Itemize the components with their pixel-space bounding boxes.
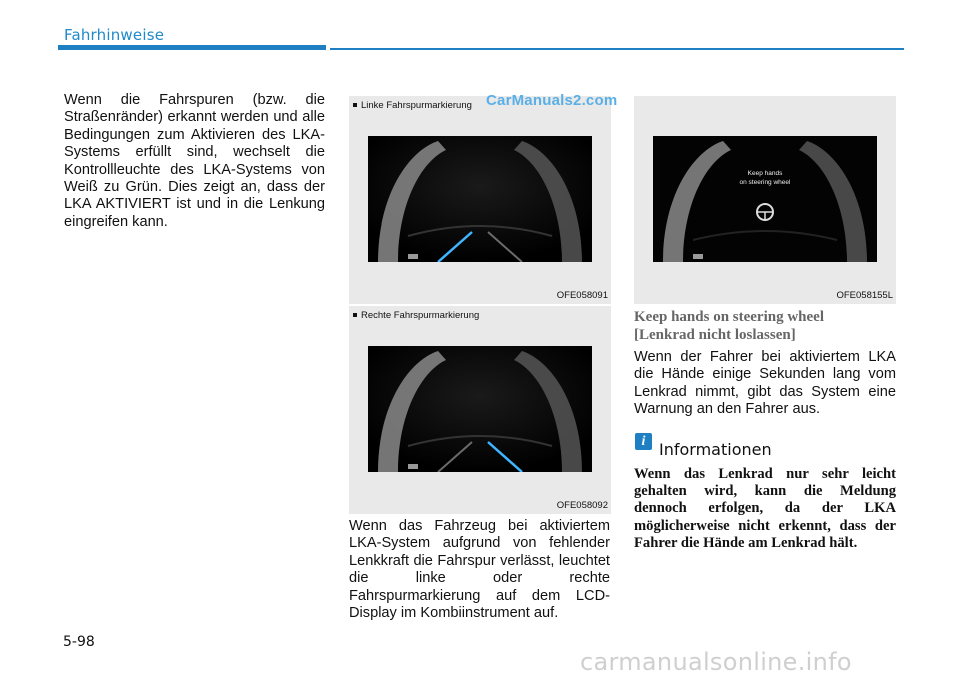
- keep-hands-heading: [634, 308, 896, 344]
- page-number: 5-98: [63, 634, 95, 650]
- cluster-screen: [368, 346, 592, 472]
- figure-code: OFE058092: [556, 500, 608, 511]
- info-icon: i: [635, 433, 652, 450]
- keep-hands-paragraph: Wenn der Fahrer bei aktiviertem LKA die Hände einige Sekunden lang vom Lenkrad nimmt, gibt das System eine Warnung an den Fahrer aus.: [634, 349, 896, 418]
- section-title: Fahrhinweise: [64, 26, 165, 44]
- heading-line2: [Lenkrad nicht loslassen]: [634, 327, 796, 343]
- warning-message-line2: on steering wheel: [739, 179, 791, 186]
- figure-code: OFE058155L: [836, 290, 893, 301]
- cluster-display-illustration: [368, 136, 592, 262]
- figure-caption: Rechte Fahrspurmarkierung: [353, 310, 479, 321]
- figure-caption: Linke Fahrspurmarkierung: [353, 100, 472, 111]
- info-text: Wenn das Lenkrad nur sehr leicht gehalten wird, kann die Meldung dennoch erfolgen, da der LKA möglicherweise nicht erkennt, dass der Fahrer die Hände am Lenkrad hält.: [634, 466, 896, 551]
- header-rule-thin: [330, 48, 904, 50]
- figure-left-lane: [349, 96, 611, 304]
- footer-watermark: carmanualsonline.info: [580, 648, 852, 676]
- heading-line1: Keep hands on steering wheel: [634, 309, 825, 325]
- figure-right-lane: [349, 306, 611, 514]
- cluster-display-illustration: [368, 346, 592, 472]
- watermark-carmanuals2: CarManuals2.com: [486, 92, 618, 109]
- figure-code: OFE058091: [556, 290, 608, 301]
- bullet-square-icon: [353, 103, 357, 107]
- cluster-screen: [653, 136, 877, 262]
- bullet-square-icon: [353, 313, 357, 317]
- cluster-display-illustration: [653, 136, 877, 262]
- figure-keep-hands: [634, 96, 896, 304]
- cluster-screen: [368, 136, 592, 262]
- intro-paragraph: Wenn die Fahrspuren (bzw. die Straßenränder) erkannt werden und alle Bedingungen zum Aktivieren des LKA-Systems erfüllt sind, wechselt die Kontrollleuchte des LKA-Systems von Weiß zu Grün. Dies zeigt an, dass der LKA AKTIVIERT ist und in die Lenkung eingreifen kann.: [64, 92, 325, 230]
- header-rule-thick: [58, 45, 326, 50]
- info-title: Informationen: [659, 440, 772, 459]
- warning-message-line1: Keep hands: [747, 170, 783, 177]
- lane-departure-paragraph: Wenn das Fahrzeug bei aktiviertem LKA-System aufgrund von fehlender Lenkkraft die Fahrspur verlässt, leuchtet die linke oder rechte Fahrspurmarkierung auf dem LCD-Display im Kombiinstrument auf.: [349, 518, 610, 622]
